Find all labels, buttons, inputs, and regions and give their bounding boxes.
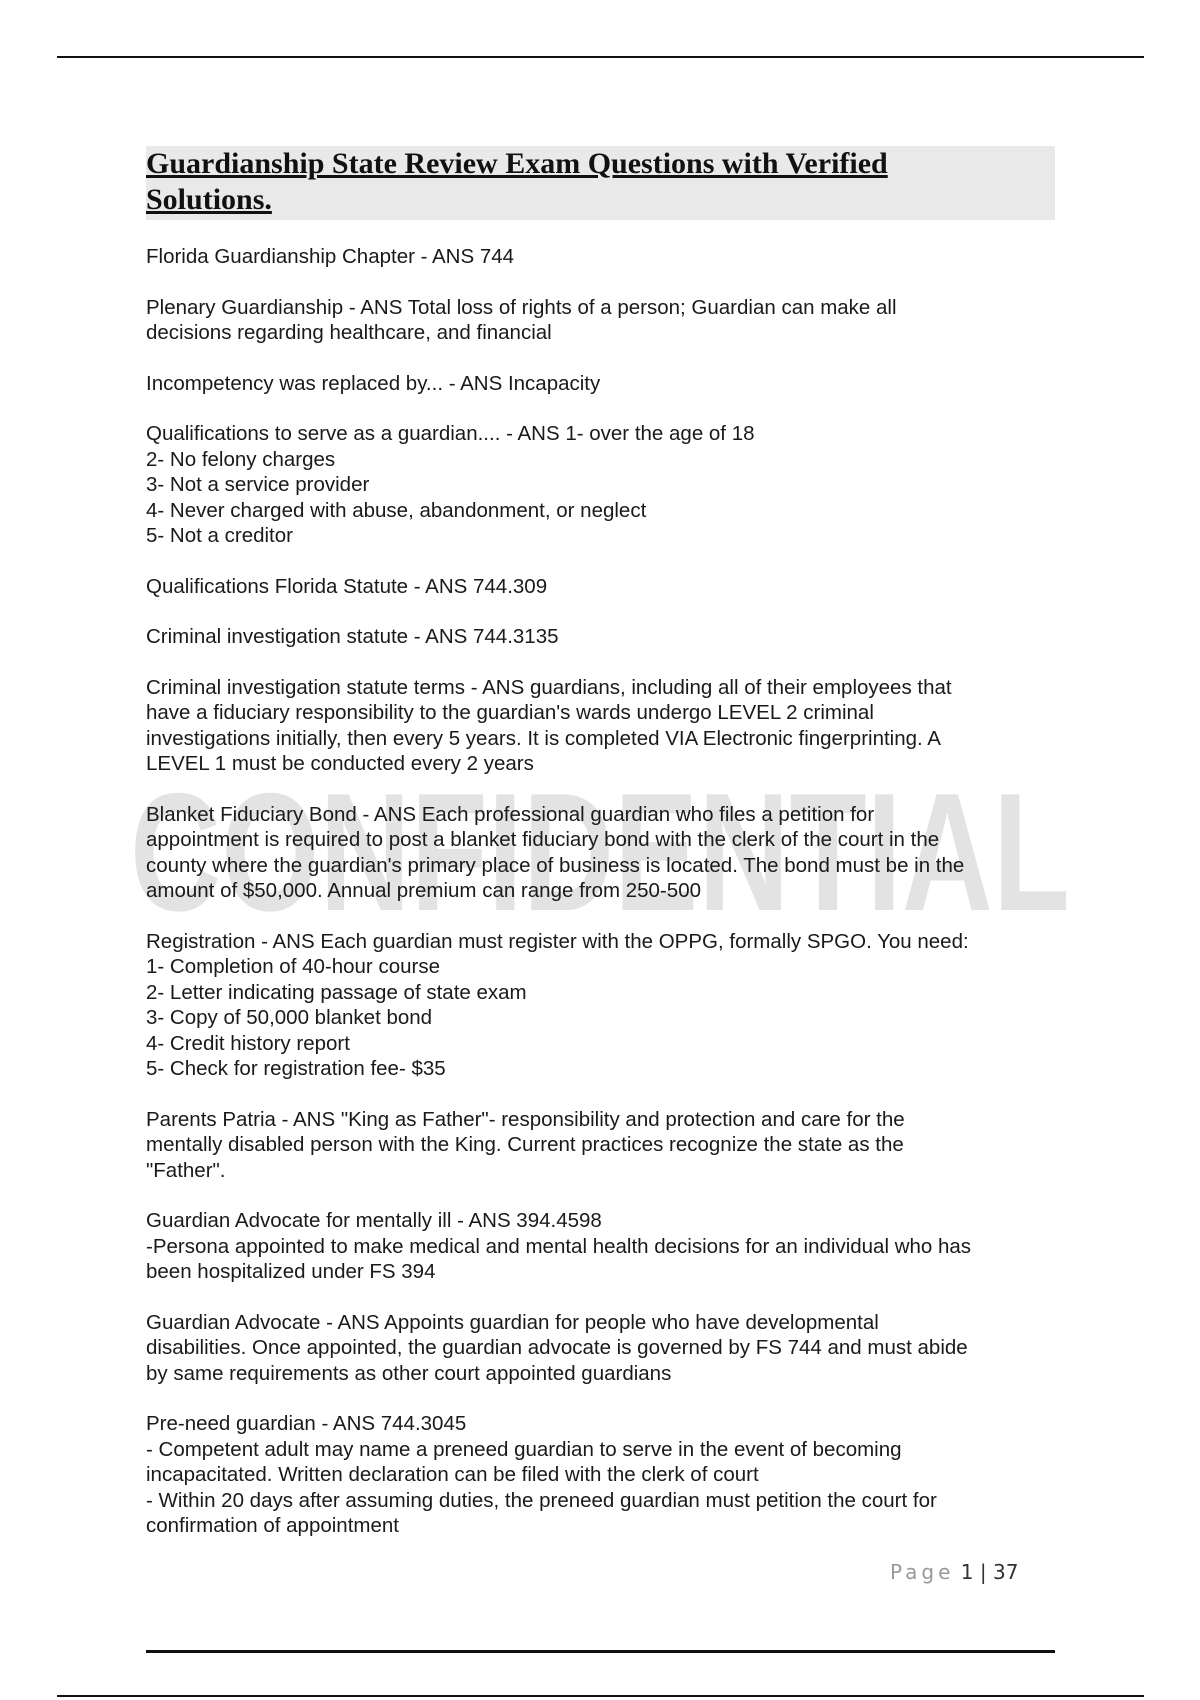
entry-line: Guardian Advocate for mentally ill - ANS 394.4598 [146,1209,602,1232]
entry-line: disabilities. Once appointed, the guardian advocate is governed by FS 744 and must abide [146,1336,968,1359]
entry-line: county where the guardian's primary place of business is located. The bond must be in the [146,853,965,877]
entry-line: confirmation of appointment [146,1514,399,1537]
qa-entry [146,295,1055,346]
entry-line: "Father". [146,1158,226,1182]
entry-line: 1- Completion of 40-hour course [146,955,440,978]
entry-line: 3- Not a service provider [146,473,370,496]
entry-line: Guardian Advocate - ANS Appoints guardian for people who have developmental [146,1310,879,1334]
page-label: Page [890,1560,955,1584]
entry-line: by same requirements as other court appointed guardians [146,1361,672,1385]
qa-entry [146,244,1055,270]
entry-line: decisions regarding healthcare, and financial [146,321,552,344]
qa-entry [146,421,1055,549]
title-line: Guardianship State Review Exam Questions with Verified [146,147,888,180]
entry-line: Criminal investigation statute terms - ANS guardians, including all of their employees that [146,675,952,699]
entry-line: Pre-need guardian - ANS 744.3045 [146,1412,467,1435]
qa-entry [146,1411,1055,1539]
qa-entry [146,574,1055,600]
entry-line: 2- No felony charges [146,447,336,471]
qa-entry [146,929,1055,1082]
entry-line: - Competent adult may name a preneed guardian to serve in the event of becoming [146,1437,902,1461]
entry-line: 5- Check for registration fee- $35 [146,1057,446,1080]
entry-line: appointment is required to post a blanket fiduciary bond with the clerk of the court in the [146,828,940,851]
entry-line: incapacitated. Written declaration can be filed with the clerk of court [146,1463,759,1486]
entry-line: Plenary Guardianship - ANS Total loss of rights of a person; Guardian can make all [146,295,897,319]
watermark-text: CONFIDENTIAL [130,772,1070,932]
bottom-rule [57,1695,1144,1697]
entry-line: LEVEL 1 must be conducted every 2 years [146,752,534,775]
entry-line: 4- Never charged with abuse, abandonment, or neglect [146,498,647,522]
title-block [146,146,1055,220]
page-number [890,1560,1018,1584]
entry-line: Criminal investigation statute - ANS 744.3135 [146,625,559,648]
qa-entry [146,371,1055,397]
entry-line: Incompetency was replaced by... - ANS Incapacity [146,371,601,395]
entry-line: Blanket Fiduciary Bond - ANS Each professional guardian who files a petition for [146,802,875,826]
entry-line: -Persona appointed to make medical and mental health decisions for an individual who has [146,1234,972,1258]
document-title [146,146,1055,218]
entry-line: - Within 20 days after assuming duties, the preneed guardian must petition the court for [146,1488,937,1512]
entry-line: 4- Credit history report [146,1031,350,1055]
top-rule [57,56,1144,58]
qa-entry [146,1310,1055,1387]
entry-line: amount of $50,000. Annual premium can range from 250-500 [146,879,701,902]
entry-line: Qualifications to serve as a guardian.... - ANS 1- over the age of 18 [146,422,755,445]
entry-line: Registration - ANS Each guardian must register with the OPPG, formally SPGO. You need: [146,929,969,953]
qa-entry [146,802,1055,904]
entry-line: mentally disabled person with the King. Current practices recognize the state as the [146,1133,904,1156]
entry-line: Florida Guardianship Chapter - ANS 744 [146,245,515,268]
qa-entry [146,675,1055,777]
entry-line: 2- Letter indicating passage of state exam [146,980,527,1004]
total-pages: 37 [992,1560,1019,1584]
qa-list [146,244,1055,1564]
entry-line: 5- Not a creditor [146,524,293,547]
entry-line: have a fiduciary responsibility to the guardian's wards undergo LEVEL 2 criminal [146,701,874,724]
qa-entry [146,624,1055,650]
page-separator: | [979,1560,987,1584]
footer-rule [146,1650,1055,1653]
current-page: 1 [960,1560,974,1584]
qa-entry [146,1107,1055,1184]
qa-entry [146,1208,1055,1285]
entry-line: Qualifications Florida Statute - ANS 744.309 [146,574,548,598]
entry-line: Parents Patria - ANS "King as Father"- responsibility and protection and care for the [146,1107,905,1131]
title-line: Solutions. [146,183,272,216]
entry-line: investigations initially, then every 5 years. It is completed VIA Electronic fingerprinting. A [146,726,941,750]
entry-line: 3- Copy of 50,000 blanket bond [146,1006,433,1029]
entry-line: been hospitalized under FS 394 [146,1260,436,1283]
